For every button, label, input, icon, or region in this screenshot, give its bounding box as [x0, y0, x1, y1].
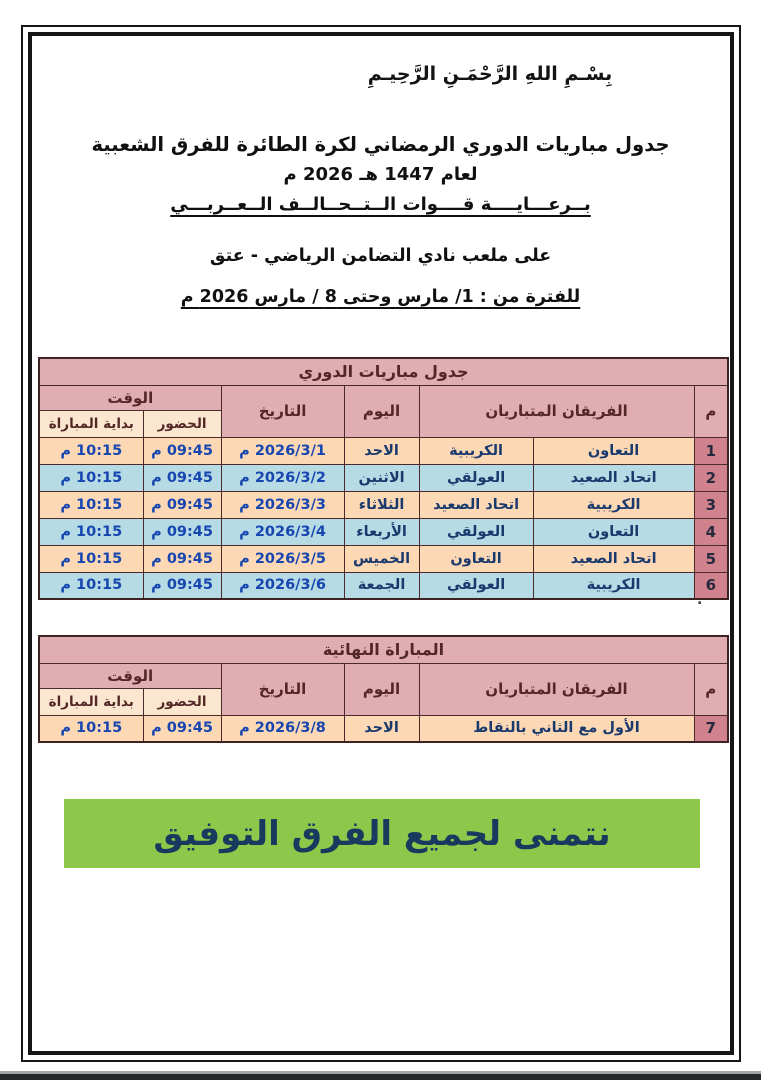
attendance-time: 09:45 م — [143, 464, 221, 491]
table-row — [39, 572, 728, 599]
match-date: 2026/3/3 م — [221, 491, 344, 518]
header-date: التاريخ — [221, 663, 344, 715]
match-date: 2026/3/8 م — [221, 715, 344, 742]
good-luck-banner: نتمنى لجميع الفرق التوفيق — [64, 799, 700, 868]
start-time: 10:15 م — [39, 715, 143, 742]
attendance-time: 09:45 م — [143, 437, 221, 464]
match-date: 2026/3/5 م — [221, 545, 344, 572]
match-number: 7 — [694, 715, 728, 742]
header-time: الوقت — [39, 663, 221, 688]
team-1: الكريبية — [533, 491, 694, 518]
start-time: 10:15 م — [39, 518, 143, 545]
team-2: التعاون — [419, 545, 533, 572]
match-day: الاحد — [344, 437, 419, 464]
final-match-teams: الأول مع الثاني بالنقاط — [419, 715, 694, 742]
team-1: الكريبية — [533, 572, 694, 599]
match-number: 4 — [694, 518, 728, 545]
match-day: الجمعة — [344, 572, 419, 599]
header-number: م — [694, 663, 728, 715]
header-teams: الفريقان المتباريان — [419, 663, 694, 715]
attendance-time: 09:45 م — [143, 572, 221, 599]
header-day: اليوم — [344, 385, 419, 437]
match-number: 3 — [694, 491, 728, 518]
league-table-title-row — [39, 358, 728, 385]
match-number: 6 — [694, 572, 728, 599]
table-row — [39, 464, 728, 491]
final-table-header-row — [39, 663, 728, 688]
match-day: الخميس — [344, 545, 419, 572]
final-table-title: المباراة النهائية — [39, 636, 728, 663]
start-time: 10:15 م — [39, 545, 143, 572]
league-schedule-table — [38, 357, 729, 600]
attendance-time: 09:45 م — [143, 715, 221, 742]
header-match-start: بداية المباراة — [39, 410, 143, 437]
header-match-start: بداية المباراة — [39, 688, 143, 715]
team-2: العولقي — [419, 518, 533, 545]
sponsor-line: بــرعـــايــــة قــــوات الــتــحــالــف الــعــربـــي — [170, 194, 591, 215]
header-time: الوقت — [39, 385, 221, 410]
table-row — [39, 437, 728, 464]
team-1: التعاون — [533, 518, 694, 545]
league-table-header-row — [39, 385, 728, 410]
table-row — [39, 518, 728, 545]
start-time: 10:15 م — [39, 572, 143, 599]
match-date: 2026/3/2 م — [221, 464, 344, 491]
match-day: الثلاثاء — [344, 491, 419, 518]
start-time: 10:15 م — [39, 464, 143, 491]
final-match-table — [38, 635, 729, 743]
match-day: الاحد — [344, 715, 419, 742]
final-table-title-row — [39, 636, 728, 663]
header-attendance: الحضور — [143, 688, 221, 715]
attendance-time: 09:45 م — [143, 491, 221, 518]
table-row — [39, 491, 728, 518]
header-date: التاريخ — [221, 385, 344, 437]
team-1: التعاون — [533, 437, 694, 464]
header-day: اليوم — [344, 663, 419, 715]
table-row — [39, 715, 728, 742]
attendance-time: 09:45 م — [143, 518, 221, 545]
attendance-time: 09:45 م — [143, 545, 221, 572]
team-1: اتحاد الصعيد — [533, 545, 694, 572]
header-attendance: الحضور — [143, 410, 221, 437]
year-line: لعام 1447 هـ 2026 م — [283, 164, 478, 185]
bismillah-calligraphy: بِسْـمِ اللهِ الرَّحْمَـنِ الرَّحِيـمِ — [367, 63, 613, 85]
start-time: 10:15 م — [39, 491, 143, 518]
start-time: 10:15 م — [39, 437, 143, 464]
team-2: اتحاد الصعيد — [419, 491, 533, 518]
match-date: 2026/3/6 م — [221, 572, 344, 599]
match-day: الاثنين — [344, 464, 419, 491]
photo-bottom-edge — [0, 1071, 761, 1080]
team-2: الكريبية — [419, 437, 533, 464]
team-2: العولقي — [419, 572, 533, 599]
match-number: 5 — [694, 545, 728, 572]
document-title: جدول مباريات الدوري الرمضاني لكرة الطائرة للفرق الشعبية — [91, 133, 670, 156]
match-date: 2026/3/1 م — [221, 437, 344, 464]
header-number: م — [694, 385, 728, 437]
stray-mark: . — [697, 592, 703, 608]
match-day: الأربعاء — [344, 518, 419, 545]
header-teams: الفريقان المتباريان — [419, 385, 694, 437]
team-1: اتحاد الصعيد — [533, 464, 694, 491]
league-table-title: جدول مباريات الدوري — [39, 358, 728, 385]
match-number: 1 — [694, 437, 728, 464]
period-line: للفترة من : 1/ مارس وحتى 8 / مارس 2026 م — [180, 287, 581, 307]
venue-line: على ملعب نادي التضامن الرياضي - عتق — [209, 246, 552, 266]
match-number: 2 — [694, 464, 728, 491]
match-date: 2026/3/4 م — [221, 518, 344, 545]
team-2: العولقي — [419, 464, 533, 491]
table-row — [39, 545, 728, 572]
